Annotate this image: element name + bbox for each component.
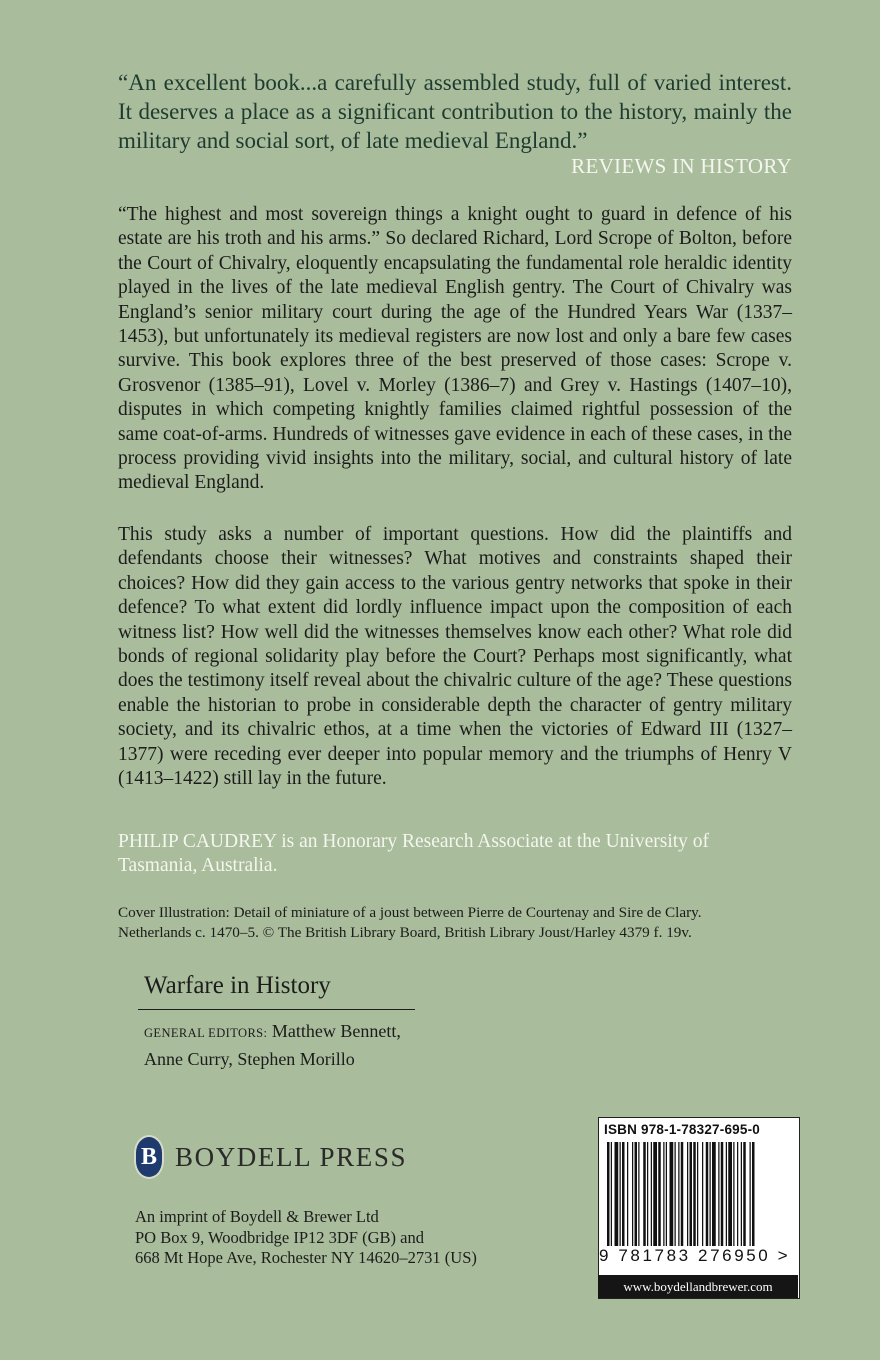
barcode-digits: 9 781783 276950 > [599, 1246, 791, 1265]
barcode-bar [690, 1142, 693, 1246]
barcode-bar [706, 1142, 709, 1246]
series-title: Warfare in History [144, 972, 331, 999]
barcode-bar [743, 1142, 746, 1246]
barcode-bar [681, 1142, 684, 1246]
editors-line-2: Anne Curry, Stephen Morillo [144, 1049, 355, 1069]
barcode-bar [678, 1142, 679, 1246]
publisher-imprint [135, 1207, 555, 1269]
barcode-bar [651, 1142, 652, 1246]
barcode-bar [643, 1142, 646, 1246]
barcode-bar [647, 1142, 648, 1246]
barcode-bar [666, 1142, 667, 1246]
barcode-bar [697, 1142, 698, 1246]
publisher-logo-icon [134, 1135, 164, 1179]
barcode-bar [737, 1142, 738, 1246]
barcode-bar [675, 1142, 676, 1246]
publisher-url: www.boydellandbrewer.com [598, 1275, 798, 1298]
barcode-bar [658, 1142, 661, 1246]
barcode-bar [632, 1142, 633, 1246]
barcode-bar [670, 1142, 674, 1246]
caption-line-2: Netherlands c. 1470–5. © The British Library Board, British Library Joust/Harley 4379 f. 19v. [118, 924, 692, 941]
barcode-bar [741, 1142, 742, 1246]
caption-line-1: Cover Illustration: Detail of miniature of a joust between Pierre de Courtenay and Sire de Clary. [118, 904, 702, 921]
barcode-bar [726, 1142, 727, 1246]
barcode-bar [607, 1142, 610, 1246]
isbn-label: ISBN 978-1-78327-695-0 [604, 1122, 760, 1137]
barcode-bar [620, 1142, 621, 1246]
description-paragraph-2: This study asks a number of important questions. How did the plaintiffs and defendants choose their witnesses? What motives and constraints shaped their choices? How did they gain access to the various gentry networks that spoke in their defence? To what extent did lordly influence impact upon the composition of each witness list? How well did the witnesses themselves know each other? What role did bonds of regional solidarity play before the Court? Perhaps most significantly, what does the testimony itself reveal about the chivalric culture of the age? These questions enable the historian to probe in considerable depth the character of gentry military society, and its chivalric ethos, at a time when the victories of Edward III (1327–1377) were receding ever deeper into popular memory and the triumphs of Henry V (1413–1422) still lay in the future. [118, 524, 792, 790]
barcode-bar [712, 1142, 716, 1246]
imprint-line-3: 668 Mt Hope Ave, Rochester NY 14620–2731 (US) [135, 1248, 477, 1267]
logo-letter: B [140, 1143, 157, 1170]
review-source: REVIEWS IN HISTORY [571, 154, 792, 178]
review-quote: “An excellent book...a carefully assembled study, full of varied interest. It deserves a place as a significant contribution to the history, mainly the military and social sort, of late medieval England.” [118, 70, 792, 153]
barcode-bar [721, 1142, 724, 1246]
description-paragraph-1: “The highest and most sovereign things a knight ought to guard in defence of his estate are his troth and his arms.” So declared Richard, Lord Scrope of Bolton, before the Court of Chivalry, eloquently encapsulating the fundamental role heraldic identity played in the lives of the late medieval English gentry. The Court of Chivalry was England’s senior military court during the age of the Hundred Years War (1337–1453), but unfortunately its medieval registers are now lost and only a bare few cases survive. This book explores three of the best preserved of those cases: Scrope v. Grosvenor (1385–91), Lovel v. Morley (1386–7) and Grey v. Hastings (1407–10), disputes in which competing knightly families claimed rightful possession of the same coat-of-arms. Hundreds of witnesses gave evidence in each of these cases, in the process providing vivid insights into the military, social, and cultural history of late medieval England. [118, 204, 792, 494]
barcode-bar [611, 1142, 612, 1246]
barcode-bar [687, 1142, 688, 1246]
publisher-name: BOYDELL PRESS [175, 1142, 408, 1172]
editors-label: GENERAL EDITORS: [144, 1026, 268, 1040]
series-editors [144, 1018, 434, 1072]
cover-illustration-caption [118, 903, 818, 943]
editors-line-1: Matthew Bennett, [271, 1021, 401, 1041]
barcode-bar [622, 1142, 625, 1246]
barcode-bar [710, 1142, 711, 1246]
barcode-bar [702, 1142, 703, 1246]
barcode-bar [750, 1142, 751, 1246]
isbn-barcode [598, 1117, 800, 1299]
barcode-bar [627, 1142, 628, 1246]
barcode-bar [663, 1142, 664, 1246]
imprint-line-2: PO Box 9, Woodbridge IP12 3DF (GB) and [135, 1227, 424, 1247]
barcode-bar [733, 1142, 734, 1246]
series-divider [138, 1009, 415, 1010]
barcode-bar [728, 1142, 732, 1246]
barcode-bar [635, 1142, 638, 1246]
barcode-bar [718, 1142, 719, 1246]
barcode-bars-icon [605, 1142, 793, 1246]
barcode-bar [615, 1142, 619, 1246]
barcode-bar [638, 1142, 639, 1246]
imprint-line-1: An imprint of Boydell & Brewer Ltd [135, 1207, 379, 1226]
author-bio: PHILIP CAUDREY is an Honorary Research Associate at the University of Tasmania, Australia. [118, 831, 710, 877]
barcode-bar [693, 1142, 696, 1246]
barcode-bar [752, 1142, 755, 1246]
barcode-bar [653, 1142, 657, 1246]
